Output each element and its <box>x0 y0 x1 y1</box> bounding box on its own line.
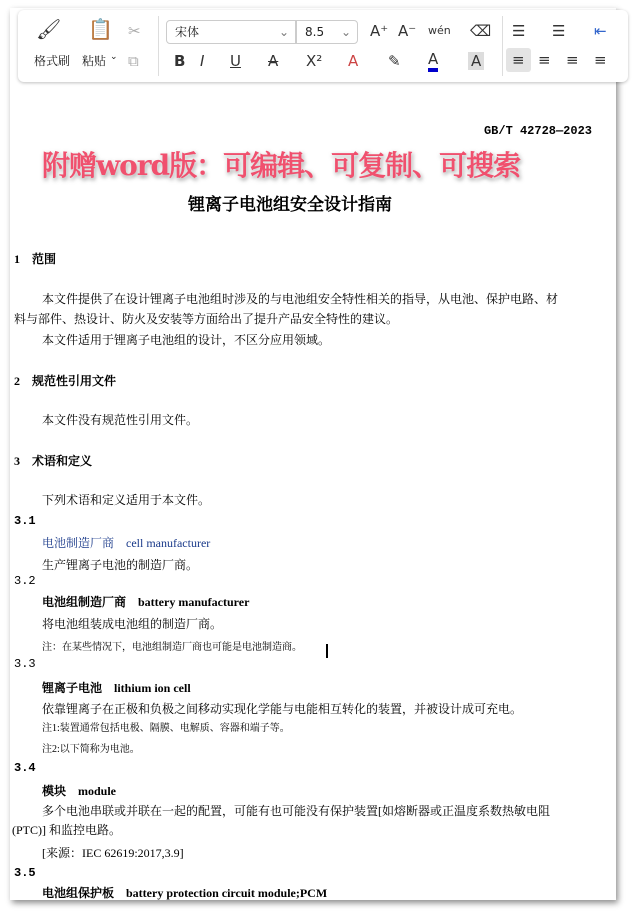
section-heading: 2 规范性引用文件 <box>14 374 117 388</box>
term-note: 注2:以下简称为电池。 <box>42 744 140 755</box>
align-left-icon[interactable]: ≡ <box>506 48 531 72</box>
term-source: [来源：IEC 62619:2017,3.9] <box>42 846 184 860</box>
decrease-indent-icon[interactable]: ⇤ <box>594 22 607 40</box>
bullet-list-icon[interactable]: ☰ <box>512 22 526 40</box>
paragraph: 料与部件、热设计、防火及安装等方面给出了提升产品安全特性的建议。 <box>14 312 399 326</box>
copy-icon[interactable]: ⧉ <box>128 52 139 70</box>
term-definition: 依靠锂离子在正极和负极之间移动实现化学能与电能相互转化的装置，并被设计成可充电。 <box>42 702 523 716</box>
paragraph: 本文件没有规范性引用文件。 <box>42 413 199 427</box>
term-definition: 将电池组装成电池组的制造厂商。 <box>42 617 223 631</box>
term-definition: 多个电池串联或并联在一起的配置，可能有也可能没有保护装置[如熔断器或正温度系数热敏电阻 <box>42 804 550 818</box>
chevron-down-icon: ⌄ <box>340 25 351 39</box>
char-shading-button[interactable]: A <box>468 52 484 70</box>
grow-font-button[interactable]: A⁺ <box>370 22 389 40</box>
text-effect-icon[interactable]: A <box>348 52 359 70</box>
paragraph: 本文件适用于锂离子电池组的设计，不区分应用领域。 <box>42 333 331 347</box>
paste-icon[interactable]: 📋 <box>88 17 113 41</box>
strikethrough-icon[interactable]: A <box>268 52 279 70</box>
section-heading: 1 范围 <box>14 252 57 266</box>
term-title: 电池组保护板 battery protection circuit module;PCM <box>42 886 328 900</box>
term-number: 3.4 <box>14 761 36 775</box>
format-painter-button[interactable]: 格式刷 <box>34 54 71 68</box>
shrink-font-button[interactable]: A⁻ <box>398 22 417 40</box>
bold-button[interactable]: B <box>174 52 186 70</box>
font-name-select[interactable] <box>166 20 296 44</box>
term-title: 锂离子电池 lithium ion cell <box>42 681 191 695</box>
align-right-icon[interactable]: ≡ <box>566 51 579 69</box>
term-number: 3.5 <box>14 866 36 880</box>
paste-button[interactable]: 粘贴 <box>82 54 107 68</box>
ribbon-toolbar <box>18 10 628 82</box>
term-title: 电池制造厂商 cell manufacturer <box>42 536 211 550</box>
underline-button[interactable]: U <box>230 52 241 70</box>
section-heading: 3 术语和定义 <box>14 454 93 468</box>
chevron-down-icon[interactable]: ⌄ <box>110 52 118 62</box>
term-note: 注：在某些情况下，电池组制造厂商也可能是电池制造商。 <box>42 642 302 653</box>
font-size-select[interactable] <box>296 20 358 44</box>
font-color-button[interactable]: A <box>428 50 438 72</box>
phonetic-guide-button[interactable]: wén <box>428 24 451 37</box>
align-center-icon[interactable]: ≡ <box>538 51 551 69</box>
superscript-button[interactable]: X² <box>306 52 323 70</box>
standard-number: GB/T 42728—2023 <box>483 124 592 138</box>
font-name-value: 宋体 <box>175 25 200 39</box>
term-title: 模块 module <box>42 784 117 798</box>
paragraph: 下列术语和定义适用于本文件。 <box>42 493 211 507</box>
chevron-down-icon: ⌄ <box>278 25 289 39</box>
font-size-value: 8.5 <box>305 25 325 39</box>
term-number: 3.2 <box>14 574 36 588</box>
divider <box>158 16 159 76</box>
italic-button[interactable]: I <box>200 52 205 70</box>
justify-icon[interactable]: ≡ <box>594 51 607 69</box>
term-definition: (PTC)] 和监控电路。 <box>12 823 121 837</box>
cut-icon[interactable]: ✂ <box>128 22 141 40</box>
text-cursor <box>326 644 328 658</box>
paragraph: 本文件提供了在设计锂离子电池组时涉及的与电池组安全特性相关的指导，从电池、保护电路、材 <box>42 292 559 306</box>
format-painter-icon[interactable]: 🖌 <box>36 17 62 41</box>
promo-banner: 附赠word版：可编辑、可复制、可搜索 <box>42 149 521 182</box>
clear-format-icon[interactable]: ⌫ <box>470 22 492 40</box>
term-title: 电池组制造厂商 battery manufacturer <box>42 595 250 609</box>
term-number: 3.1 <box>14 514 36 528</box>
term-number: 3.3 <box>14 657 36 671</box>
document-page[interactable] <box>12 84 612 900</box>
term-definition: 生产锂离子电池的制造厂商。 <box>42 558 199 572</box>
divider <box>502 16 503 76</box>
term-note: 注1:装置通常包括电极、隔膜、电解质、容器和端子等。 <box>42 723 290 734</box>
document-title: 锂离子电池组安全设计指南 <box>188 195 392 215</box>
highlight-pen-icon[interactable]: ✎ <box>388 52 401 70</box>
numbered-list-icon[interactable]: ☰ <box>552 22 566 40</box>
